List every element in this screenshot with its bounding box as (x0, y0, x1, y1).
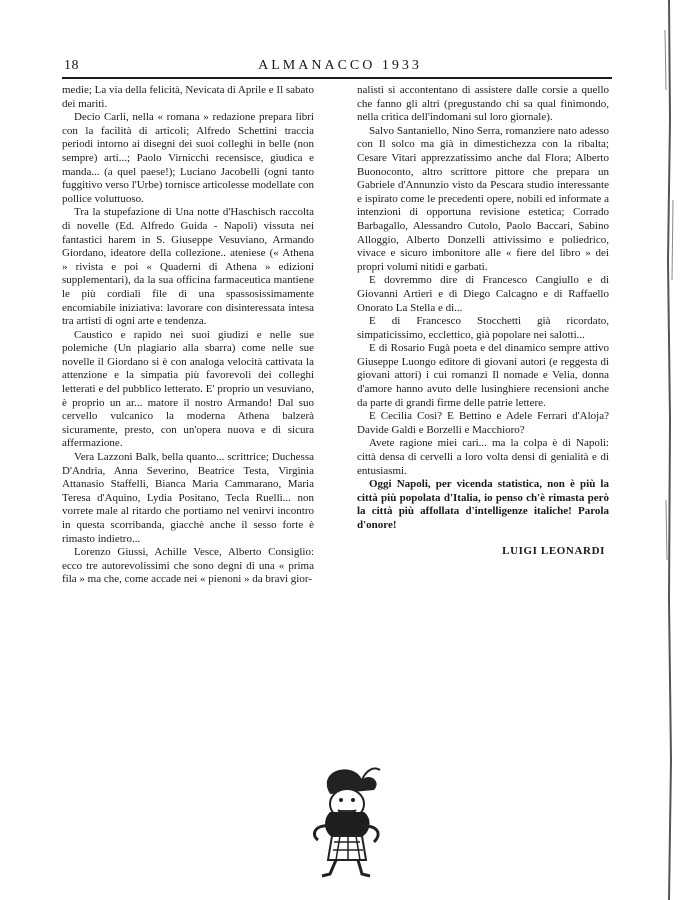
paragraph: Lorenzo Giussi, Achille Vesce, Alberto Consiglio: ecco tre autorevolissimi che sono degni di una « prima fila » ma che, come accade nei « pienoni » da bravi gior- (62, 546, 314, 586)
paragraph: Oggi Napoli, per vicenda statistica, non è più la città più popolata d'Italia, io penso ch'è rimasta però la città più affollata d'intelligenze italiche! Parola d'onore! (357, 478, 609, 531)
page-edge-shadow (662, 0, 676, 900)
paragraph: Caustico e rapido nei suoi giudizi e nelle sue polemiche (Un plagiario alla sbarra) come nelle sue novelle il Giordano si è con analoga velocità cattivata la attenzione e la simpatia più favorevoli dei colleghi letterati e del pubblico letterato. E' proprio un vesuviano, è proprio un ar... matore il nostro Armando! Dal suo cervello vulcanico la moderna Athena balzerà sicuramente, presto, con un'opera nuova e di sicura affermazione. (62, 328, 314, 450)
header-rule (62, 77, 612, 79)
page-number: 18 (64, 58, 79, 73)
right-text-column (357, 84, 609, 558)
paragraph: E di Francesco Stocchetti già ricordato, simpaticissimo, ecclettico, già popolare nei salotti... (357, 315, 609, 341)
paragraph: Tra la stupefazione di Una notte d'Haschisch raccolta di novelle (Ed. Alfredo Guida - Napoli) vissuta nei fantastici harem in S. Giuseppe Vesuviano, Armando Giordano, ideatore della collezione.. ateniese (« Athena » rivista e poi « Quaderni di Athena » edizioni supplementari), da la sua officina farmaceutica mantiene le più cordiali file di una spassosissimamente encomiabile iniziativa: lavorare con disinteressata intesa tra artisti di ogni arte e tendenza. (62, 206, 314, 328)
paragraph: Decio Carli, nella « romana » redazione prepara libri con la facilità di articoli; Alfredo Schettini traccia periodi intorno ai disegni dei suoi colleghi in belle (non sempre) arti...; Paolo Virnicchi recensisce, giudica e manda... (a quel paese!); Luciano Jacobelli (ogni tanto fuggitivo verso l'Urbe) tornisce articolesse modellate con pollice voluttuoso. (62, 111, 314, 205)
paragraph: Salvo Santaniello, Nino Serra, romanziere nato adesso con Il solco ma già in dimestichezza con la ribalta; Cesare Vitari apprezzatissimo anche dal Flora; Alberto Buonoconto, altro scrittore pittore che prepara un Gabriele d'Annunzio visto da Pescara studio interessante e ispirato come le precedenti opere, nobili ed informate a intenzioni di opportuna revisione estetica; Corrado Barbagallo, Alessandro Cutolo, Paolo Baccari, Sabino Alloggio, Alberto Donzelli attivissimo e poliedrico, vivace e sicuro imbonitore alle « fiere del libro » dei propri volumi nitidi e garbati. (357, 124, 609, 273)
left-text-column (62, 84, 314, 587)
paragraph: E dovremmo dire di Francesco Cangiullo e di Giovanni Artieri e di Diego Calcagno e di Raffaello Onorato La Stella e di... (357, 274, 609, 314)
author-signature: LUIGI LEONARDI (502, 544, 605, 557)
paragraph: Avete ragione miei cari... ma la colpa è di Napoli: città densa di cervelli a loro volta densi di genialità e di entusiasmi. (357, 437, 609, 477)
paragraph: medie; La via della felicità, Nevicata di Aprile e Il sabato dei mariti. (62, 84, 314, 110)
paragraph: E Cecilia Cosi? E Bettino e Adele Ferrari d'Aloja? Davide Galdi e Borzelli e Macchioro? (357, 410, 609, 436)
page-header-title: ALMANACCO 1933 (258, 58, 422, 73)
paragraph: E di Rosario Fugà poeta e del dinamico sempre attivo Giuseppe Luongo editore di giovani autori (e reggesta di giovani attori) i cui romanzi Il nomade e Velia, donna d'amore hanno avuto delle lusinghiere recensioni anche da parte di grandi firme delle patrie lettere. (357, 342, 609, 409)
paragraph: Vera Lazzoni Balk, bella quanto... scrittrice; Duchessa D'Andria, Anna Severino, Beatrice Testa, Virginia Attanasio Staffelli, Bianca Maria Cammarano, Maria Teresa d'Aquino, Lydia Positano, Tecla Ruelli... non vorrete male al ritardo che portiamo nel venirvi incontro in questa scorribanda, giacchè anche il sesso forte è rimasto indietro... (62, 451, 314, 545)
paragraph: nalisti si accontentano di assistere dalle corsie a quello che fanno gli altri (pregustando chi sa qual finimondo, nella critica dell'indomani sul loro giornale). (357, 84, 609, 124)
cherub-jester-illustration-icon (300, 760, 390, 880)
